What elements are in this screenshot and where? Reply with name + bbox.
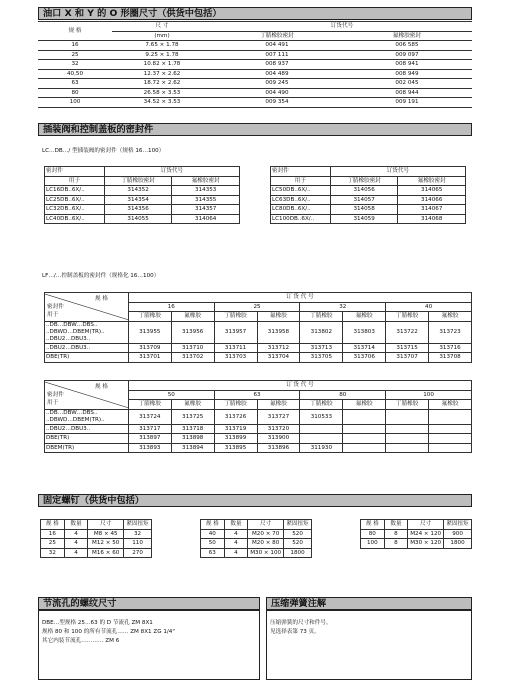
lf2-nbr-header: 丁腈橡胶 bbox=[214, 400, 257, 410]
bolt-row bbox=[41, 529, 152, 539]
lf2-row bbox=[45, 434, 472, 444]
bolt-cell: 50 bbox=[201, 539, 225, 549]
bolt-row bbox=[361, 529, 472, 539]
lf1-cell: 313716 bbox=[429, 343, 472, 353]
bolt-cell: M30 × 100 bbox=[248, 548, 284, 558]
lf1-cell: 313703 bbox=[214, 353, 257, 363]
oring-cell: 100 bbox=[38, 98, 112, 108]
bolt-cell: 40 bbox=[201, 529, 225, 539]
lc-right-header-order: 订货代号 bbox=[330, 167, 465, 177]
bolt-row bbox=[201, 539, 312, 549]
lf2-cell bbox=[386, 434, 429, 444]
lf1-corner-cell bbox=[45, 293, 129, 322]
bolt-cell: 32 bbox=[41, 548, 65, 558]
lf1-cell: 313705 bbox=[300, 353, 343, 363]
lc-row bbox=[45, 205, 240, 215]
lf2-cell: 313727 bbox=[257, 409, 300, 424]
throttle-line: 其它内装节流孔………… ZM 6 bbox=[42, 638, 120, 644]
valve-section-title: 插装阀和控制盖板的密封件 bbox=[38, 123, 472, 136]
lc-cell: 314355 bbox=[172, 195, 240, 205]
bolt-cell: M20 × 80 bbox=[248, 539, 284, 549]
lf1-cell: 313701 bbox=[128, 353, 171, 363]
bolt-row bbox=[201, 548, 312, 558]
lf1-cell: 313713 bbox=[300, 343, 343, 353]
oring-row bbox=[38, 79, 472, 89]
oring-cell: 009 354 bbox=[212, 98, 342, 108]
lf1-cell: 313708 bbox=[429, 353, 472, 363]
lf1-corner-seal: 密封件 bbox=[47, 303, 64, 310]
oring-row bbox=[38, 98, 472, 108]
lf2-label-line: ..DB…DBW…DBS.. bbox=[46, 409, 98, 416]
oring-table bbox=[38, 21, 472, 108]
lf2-row-label bbox=[45, 409, 129, 424]
lc-row bbox=[271, 214, 466, 224]
lf-table-1 bbox=[44, 292, 472, 363]
oring-cell: 16 bbox=[38, 41, 112, 51]
lf1-fkm-header: 氟橡胶 bbox=[343, 312, 386, 322]
oring-cell: 32 bbox=[38, 60, 112, 70]
throttle-box bbox=[38, 610, 260, 680]
bolt-cell: 4 bbox=[64, 548, 88, 558]
lf2-cell bbox=[429, 434, 472, 444]
lf1-label-line: ..DB…DBW…DBS.. bbox=[46, 321, 98, 328]
oring-row bbox=[38, 60, 472, 70]
lc-row bbox=[271, 186, 466, 196]
bolt-header-torque: 紧固扭矩 bbox=[124, 520, 152, 530]
oring-cell: 004 489 bbox=[212, 69, 342, 79]
lf2-corner-size: 规 格 bbox=[95, 383, 108, 390]
lc-left-header-order: 订货代号 bbox=[104, 167, 239, 177]
bolt-cell: 8 bbox=[384, 539, 408, 549]
lf2-cell: 313719 bbox=[214, 424, 257, 434]
bolt-cell: 80 bbox=[361, 529, 385, 539]
oring-cell: 34.52 × 3.53 bbox=[112, 98, 212, 108]
bolt-cell: 63 bbox=[201, 548, 225, 558]
bolt-cell: M30 × 120 bbox=[408, 539, 444, 549]
oring-cell: 006 585 bbox=[342, 41, 472, 51]
lc-cell: 314057 bbox=[330, 195, 398, 205]
lf2-cell bbox=[386, 424, 429, 434]
lf1-size-header: 40 bbox=[386, 302, 472, 312]
lf1-header-order: 订 货 代 号 bbox=[128, 293, 471, 303]
bolt-header-torque: 紧固扭矩 bbox=[284, 520, 312, 530]
lf1-cell: 313710 bbox=[171, 343, 214, 353]
lc-row bbox=[45, 186, 240, 196]
lf1-row-label bbox=[45, 321, 129, 343]
spring-box bbox=[266, 610, 472, 680]
bolt-table bbox=[40, 519, 152, 558]
lf1-fkm-header: 氟橡胶 bbox=[429, 312, 472, 322]
lf1-cell: 313714 bbox=[343, 343, 386, 353]
lf2-cell: 313899 bbox=[214, 434, 257, 444]
lf2-size-header: 100 bbox=[386, 390, 472, 400]
lf2-row bbox=[45, 424, 472, 434]
lc-cell: LC100DB..6X/.. bbox=[271, 214, 331, 224]
lf2-row-label: ..DBU2…DBU3.. bbox=[45, 424, 129, 434]
lf1-cell: 313958 bbox=[257, 321, 300, 343]
oring-cell: 008 949 bbox=[342, 69, 472, 79]
lf1-nbr-header: 丁腈橡胶 bbox=[128, 312, 171, 322]
lc-left-header-seal: 密封件 bbox=[45, 167, 105, 177]
lf2-size-header: 63 bbox=[214, 390, 300, 400]
lf1-corner-size: 规 格 bbox=[95, 295, 108, 302]
oring-cell: 009 097 bbox=[342, 50, 472, 60]
lf2-corner-for: 用于 bbox=[47, 399, 59, 406]
bolt-row bbox=[201, 529, 312, 539]
bolt-header-dim: 尺寸 bbox=[408, 520, 444, 530]
bolt-cell: M16 × 60 bbox=[88, 548, 124, 558]
lf1-row bbox=[45, 321, 472, 343]
oring-cell: 25 bbox=[38, 50, 112, 60]
lc-caption: LC…DB…/ 型插装阀的密封件（规格 16…100） bbox=[42, 148, 165, 154]
oring-cell: 9.25 × 1.78 bbox=[112, 50, 212, 60]
lf1-cell: 313709 bbox=[128, 343, 171, 353]
lc-cell: LC50DB..6X/.. bbox=[271, 186, 331, 196]
bolt-header-qty: 数量 bbox=[384, 520, 408, 530]
bolt-header-row bbox=[361, 520, 472, 530]
lf1-cell: 313957 bbox=[214, 321, 257, 343]
oring-cell: 008 937 bbox=[212, 60, 342, 70]
bolt-cell: 1800 bbox=[444, 539, 472, 549]
bolt-row bbox=[41, 548, 152, 558]
lc-cell: LC16DB..6X/.. bbox=[45, 186, 105, 196]
lf2-cell: 313720 bbox=[257, 424, 300, 434]
oring-cell: 008 941 bbox=[342, 60, 472, 70]
oring-cell: 004 491 bbox=[212, 41, 342, 51]
lf2-size-header: 80 bbox=[300, 390, 386, 400]
lf2-cell bbox=[386, 409, 429, 424]
throttle-section-title: 节流孔的螺纹尺寸 bbox=[38, 597, 260, 610]
lf2-size-header: 50 bbox=[128, 390, 214, 400]
lf2-cell: 313900 bbox=[257, 434, 300, 444]
lf2-label-line: ..DBWD…DBEM(TR).. bbox=[46, 416, 105, 423]
lf2-cell bbox=[429, 424, 472, 434]
lc-cell: LC32DB..6X/.. bbox=[45, 205, 105, 215]
lf2-nbr-header: 丁腈橡胶 bbox=[300, 400, 343, 410]
oring-header-fkm: 氟橡胶密封 bbox=[342, 31, 472, 41]
oring-cell: 18.72 × 2.62 bbox=[112, 79, 212, 89]
lf1-cell: 313956 bbox=[171, 321, 214, 343]
lf2-cell bbox=[343, 424, 386, 434]
lf2-cell: 313897 bbox=[128, 434, 171, 444]
lf2-fkm-header: 氟橡胶 bbox=[257, 400, 300, 410]
throttle-line: 规格 80 和 100 的所有节流孔…… ZM 8X1 ZG 1/4" bbox=[42, 629, 175, 635]
oring-header-dim-unit: (mm) bbox=[112, 31, 212, 41]
lc-cell: 314356 bbox=[104, 205, 172, 215]
oring-header-size: 规 格 bbox=[38, 22, 112, 41]
lc-cell: 314058 bbox=[330, 205, 398, 215]
lf2-cell: 313893 bbox=[128, 443, 171, 453]
lf1-cell: 313704 bbox=[257, 353, 300, 363]
lf1-nbr-header: 丁腈橡胶 bbox=[300, 312, 343, 322]
lc-cell: 314059 bbox=[330, 214, 398, 224]
bolt-cell: 4 bbox=[224, 548, 248, 558]
lf1-cell: 313803 bbox=[343, 321, 386, 343]
bolt-cell: 900 bbox=[444, 529, 472, 539]
lc-cell: LC40DB..6X/.. bbox=[45, 214, 105, 224]
bolt-table bbox=[200, 519, 312, 558]
bolt-cell: M20 × 70 bbox=[248, 529, 284, 539]
lf2-cell: 313898 bbox=[171, 434, 214, 444]
lf1-size-header: 16 bbox=[128, 302, 214, 312]
lf2-cell: 313894 bbox=[171, 443, 214, 453]
lc-cell: 314357 bbox=[172, 205, 240, 215]
bolt-cell: 270 bbox=[124, 548, 152, 558]
oring-cell: 26.58 × 3.53 bbox=[112, 88, 212, 98]
bolt-header-dim: 尺寸 bbox=[88, 520, 124, 530]
lf2-corner-seal: 密封件 bbox=[47, 391, 64, 398]
lf1-cell: 313722 bbox=[386, 321, 429, 343]
lc-cell: 314064 bbox=[172, 214, 240, 224]
lf2-fkm-header: 氟橡胶 bbox=[171, 400, 214, 410]
lf2-fkm-header: 氟橡胶 bbox=[429, 400, 472, 410]
spring-line: 压缩弹簧的尺寸和件号， bbox=[270, 620, 332, 626]
lf1-nbr-header: 丁腈橡胶 bbox=[214, 312, 257, 322]
spring-section-title: 压缩弹簧注解 bbox=[266, 597, 472, 610]
lc-right-header-for: 用于 bbox=[271, 176, 331, 186]
lf2-fkm-header: 氟橡胶 bbox=[343, 400, 386, 410]
lf1-row-label: ..DBU2…DBU3.. bbox=[45, 343, 129, 353]
oring-header-nbr: 丁腈橡胶密封 bbox=[212, 31, 342, 41]
bolt-cell: 4 bbox=[64, 539, 88, 549]
lf1-cell: 313802 bbox=[300, 321, 343, 343]
throttle-line: DBE…型规格 25…63 的 D 节流孔 ZM 8X1 bbox=[42, 620, 153, 626]
lf1-size-header: 25 bbox=[214, 302, 300, 312]
lc-cell: 314055 bbox=[104, 214, 172, 224]
bolt-cell: 100 bbox=[361, 539, 385, 549]
bolt-header-row bbox=[41, 520, 152, 530]
lf2-cell bbox=[429, 409, 472, 424]
bolt-header-row bbox=[201, 520, 312, 530]
lf1-cell: 313707 bbox=[386, 353, 429, 363]
lf1-label-line: ..DBWD…DBEM(TR).. bbox=[46, 328, 105, 335]
oring-header-dim: 尺 寸 bbox=[112, 22, 212, 32]
bolt-cell: 16 bbox=[41, 529, 65, 539]
bolt-cell: 4 bbox=[224, 539, 248, 549]
lf2-cell: 313895 bbox=[214, 443, 257, 453]
oring-section-title: 油口 X 和 Y 的 O 形圈尺寸（供货中包括） bbox=[38, 7, 472, 20]
oring-cell: 7.65 × 1.78 bbox=[112, 41, 212, 51]
lf1-cell: 313702 bbox=[171, 353, 214, 363]
bolt-header-size: 规 格 bbox=[201, 520, 225, 530]
bolt-header-torque: 紧固扭矩 bbox=[444, 520, 472, 530]
bolt-cell: M12 × 50 bbox=[88, 539, 124, 549]
lf1-row-label: DBE(TR) bbox=[45, 353, 129, 363]
lf2-row-label: DBE(TR) bbox=[45, 434, 129, 444]
lf1-row bbox=[45, 353, 472, 363]
lc-cell: 314068 bbox=[398, 214, 466, 224]
bolt-header-size: 规 格 bbox=[361, 520, 385, 530]
lf1-cell: 313711 bbox=[214, 343, 257, 353]
lf2-cell bbox=[343, 409, 386, 424]
lf2-row bbox=[45, 409, 472, 424]
bolt-header-size: 规 格 bbox=[41, 520, 65, 530]
lf2-cell bbox=[300, 434, 343, 444]
lf2-header-order: 订 货 代 号 bbox=[128, 381, 471, 391]
oring-cell: 80 bbox=[38, 88, 112, 98]
bolt-cell: 520 bbox=[284, 529, 312, 539]
lc-cell: 314065 bbox=[398, 186, 466, 196]
lf1-corner-for: 用于 bbox=[47, 311, 59, 318]
lc-table-right bbox=[270, 166, 466, 224]
lc-cell: LC25DB..6X/.. bbox=[45, 195, 105, 205]
lc-cell: 314353 bbox=[172, 186, 240, 196]
lf1-cell: 313715 bbox=[386, 343, 429, 353]
oring-cell: 12.37 × 2.62 bbox=[112, 69, 212, 79]
lf2-cell bbox=[343, 434, 386, 444]
lf1-cell: 313706 bbox=[343, 353, 386, 363]
bolt-cell: 1800 bbox=[284, 548, 312, 558]
lf1-cell: 313712 bbox=[257, 343, 300, 353]
lf2-cell bbox=[343, 443, 386, 453]
lf2-row-label: DBEM(TR) bbox=[45, 443, 129, 453]
lf2-cell: 313725 bbox=[171, 409, 214, 424]
bolt-header-dim: 尺寸 bbox=[248, 520, 284, 530]
oring-row bbox=[38, 69, 472, 79]
lc-row bbox=[45, 214, 240, 224]
oring-row bbox=[38, 88, 472, 98]
lf2-cell: 310533 bbox=[300, 409, 343, 424]
bolt-cell: 110 bbox=[124, 539, 152, 549]
lf1-size-header: 32 bbox=[300, 302, 386, 312]
lf-caption: LF…/…控制盖板的密封件（规格化 16…100） bbox=[42, 273, 160, 279]
oring-cell: 009 191 bbox=[342, 98, 472, 108]
lc-right-header-fkm: 氟橡胶密封 bbox=[398, 176, 466, 186]
spring-line: 见选择表第 73 页。 bbox=[270, 629, 320, 635]
bolt-header-qty: 数量 bbox=[224, 520, 248, 530]
lc-row bbox=[271, 205, 466, 215]
lf2-nbr-header: 丁腈橡胶 bbox=[386, 400, 429, 410]
bolt-cell: 32 bbox=[124, 529, 152, 539]
lf1-nbr-header: 丁腈橡胶 bbox=[386, 312, 429, 322]
lc-row bbox=[45, 195, 240, 205]
bolt-cell: 8 bbox=[384, 529, 408, 539]
lc-cell: 314066 bbox=[398, 195, 466, 205]
lf1-cell: 313723 bbox=[429, 321, 472, 343]
lf2-cell: 313718 bbox=[171, 424, 214, 434]
bolt-row bbox=[41, 539, 152, 549]
lc-cell: 314067 bbox=[398, 205, 466, 215]
lc-left-header-for: 用于 bbox=[45, 176, 105, 186]
bolts-section-title: 固定螺钉（供货中包括） bbox=[38, 494, 472, 507]
lf2-corner-cell bbox=[45, 381, 129, 410]
lc-cell: LC80DB..6X/.. bbox=[271, 205, 331, 215]
oring-cell: 63 bbox=[38, 79, 112, 89]
lf-table-2 bbox=[44, 380, 472, 453]
lc-right-header-seal: 密封件 bbox=[271, 167, 331, 177]
lc-left-header-fkm: 氟橡胶密封 bbox=[172, 176, 240, 186]
lf2-cell bbox=[429, 443, 472, 453]
lf1-cell: 313955 bbox=[128, 321, 171, 343]
lc-cell: 314056 bbox=[330, 186, 398, 196]
bolt-cell: M8 × 45 bbox=[88, 529, 124, 539]
bolt-row bbox=[361, 539, 472, 549]
oring-header-order: 订货代号 bbox=[212, 22, 472, 32]
oring-cell: 10.82 × 1.78 bbox=[112, 60, 212, 70]
lc-table-left bbox=[44, 166, 240, 224]
lc-cell: 314352 bbox=[104, 186, 172, 196]
bolt-cell: 520 bbox=[284, 539, 312, 549]
lc-row bbox=[271, 195, 466, 205]
oring-cell: 008 944 bbox=[342, 88, 472, 98]
bolt-cell: 4 bbox=[224, 529, 248, 539]
lf2-cell: 311930 bbox=[300, 443, 343, 453]
oring-row bbox=[38, 41, 472, 51]
lc-right-header-nbr: 丁腈橡胶密封 bbox=[330, 176, 398, 186]
lf2-row bbox=[45, 443, 472, 453]
lf1-fkm-header: 氟橡胶 bbox=[257, 312, 300, 322]
oring-cell: 009 245 bbox=[212, 79, 342, 89]
oring-cell: 004 490 bbox=[212, 88, 342, 98]
lf1-label-line: ..DBU2…DBU3.. bbox=[46, 335, 91, 342]
lf2-cell bbox=[300, 424, 343, 434]
lf1-row bbox=[45, 343, 472, 353]
bolt-cell: M24 × 120 bbox=[408, 529, 444, 539]
bolt-cell: 4 bbox=[64, 529, 88, 539]
lf2-cell: 313896 bbox=[257, 443, 300, 453]
lf2-cell: 313717 bbox=[128, 424, 171, 434]
lf2-cell: 313724 bbox=[128, 409, 171, 424]
oring-cell: 007 111 bbox=[212, 50, 342, 60]
oring-cell: 002 045 bbox=[342, 79, 472, 89]
lc-cell: 314354 bbox=[104, 195, 172, 205]
lc-left-header-nbr: 丁腈橡胶密封 bbox=[104, 176, 172, 186]
oring-row bbox=[38, 50, 472, 60]
lf1-fkm-header: 氟橡胶 bbox=[171, 312, 214, 322]
lf2-cell bbox=[386, 443, 429, 453]
bolt-cell: 25 bbox=[41, 539, 65, 549]
oring-cell: 40,50 bbox=[38, 69, 112, 79]
lf2-nbr-header: 丁腈橡胶 bbox=[128, 400, 171, 410]
bolt-header-qty: 数量 bbox=[64, 520, 88, 530]
bolt-table bbox=[360, 519, 472, 549]
lc-cell: LC63DB..6X/.. bbox=[271, 195, 331, 205]
lf2-cell: 313726 bbox=[214, 409, 257, 424]
